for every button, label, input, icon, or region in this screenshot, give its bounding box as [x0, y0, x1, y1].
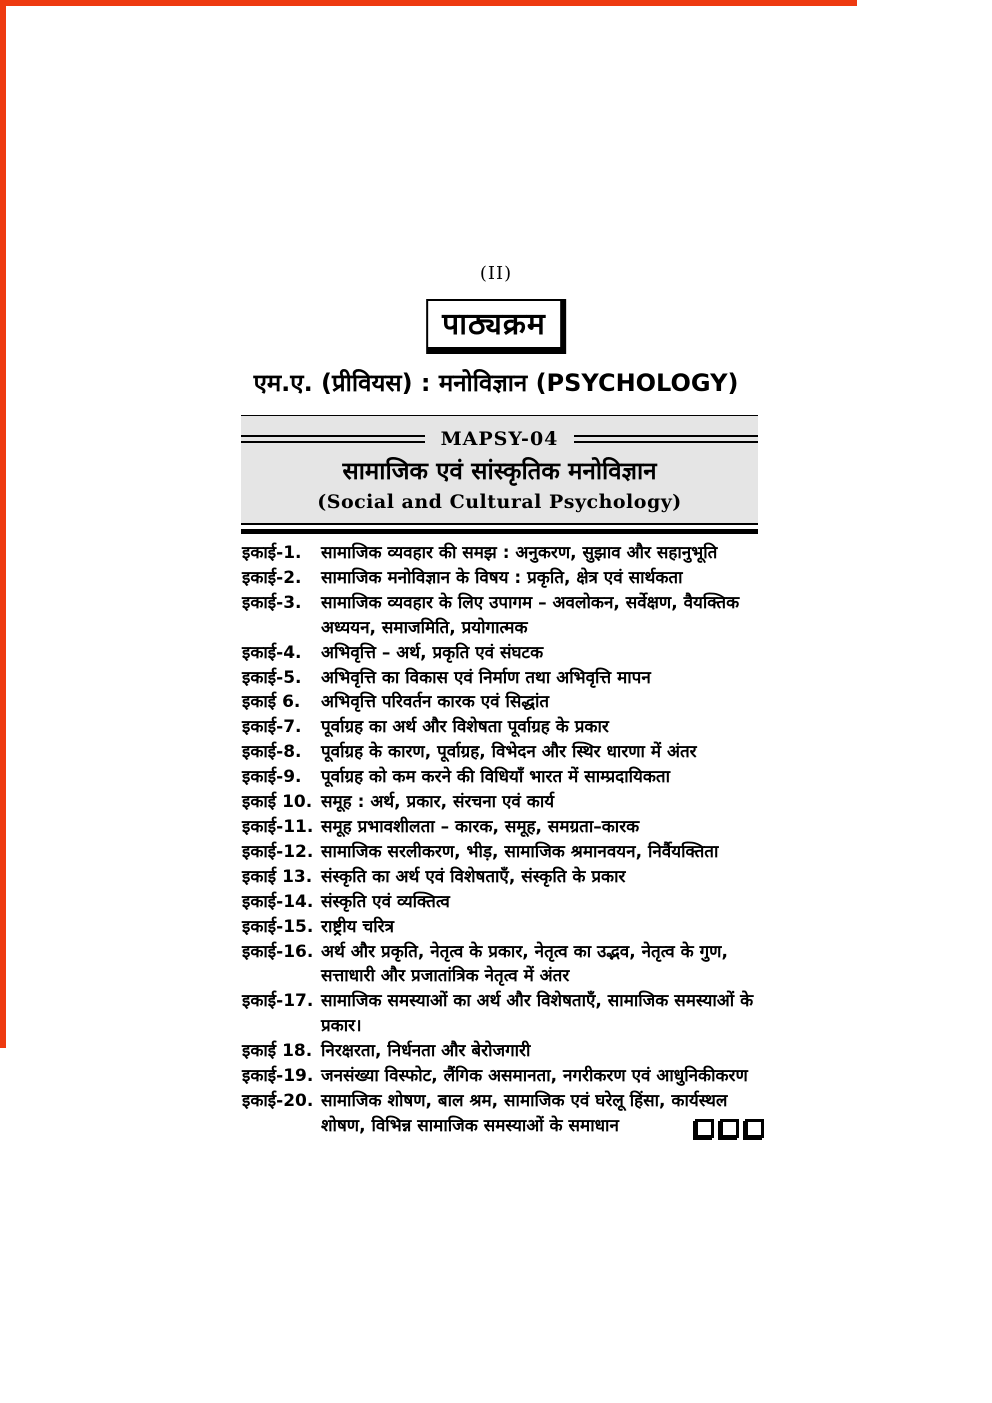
- scan-edge-top: [0, 0, 857, 6]
- double-rule-right: [574, 435, 758, 443]
- unit-label: इकाई 13.: [242, 866, 313, 887]
- unit-label: इकाई-14.: [242, 891, 314, 912]
- course-heading: एम.ए. (प्रीवियस) : मनोविज्ञान (PSYCHOLOGY): [253, 369, 739, 397]
- unit-row: [242, 566, 768, 591]
- unit-row: [242, 765, 768, 790]
- unit-row: [242, 815, 768, 840]
- unit-description: सामाजिक शोषण, बाल श्रम, सामाजिक एवं घरेलू हिंसा, कार्यस्थल शोषण, विभिन्न सामाजिक समस्याओं के समाधान: [321, 1090, 728, 1136]
- paper-code: MAPSY-04: [440, 428, 559, 450]
- unit-description: निरक्षरता, निर्धनता और बेरोजगारी: [321, 1041, 531, 1062]
- unit-label: इकाई 6.: [242, 692, 301, 713]
- unit-row: [242, 1089, 768, 1139]
- paper-title-hindi: सामाजिक एवं सांस्कृतिक मनोविज्ञान: [342, 457, 657, 485]
- end-square-icon: [695, 1119, 714, 1138]
- unit-row: [242, 740, 768, 765]
- units-list: [242, 541, 768, 1139]
- unit-row: [242, 591, 768, 641]
- unit-row: [242, 641, 768, 666]
- end-square-icon: [745, 1119, 764, 1138]
- end-of-chapter-marks: [695, 1119, 764, 1138]
- double-rule-left: [241, 435, 425, 443]
- unit-description: समूह प्रभावशीलता – कारक, समूह, समग्रता–कारक: [321, 816, 640, 837]
- paper-code-row: [241, 428, 758, 450]
- unit-description: समूह : अर्थ, प्रकार, संरचना एवं कार्य: [321, 792, 555, 813]
- unit-description: सामाजिक मनोविज्ञान के विषय : प्रकृति, क्षेत्र एवं सार्थकता: [321, 567, 683, 588]
- unit-label: इकाई-20.: [242, 1090, 314, 1111]
- unit-description: राष्ट्रीय चरित्र: [321, 916, 395, 937]
- unit-description: संस्कृति का अर्थ एवं विशेषताएँ, संस्कृति के प्रकार: [321, 866, 626, 887]
- unit-label: इकाई-9.: [242, 767, 302, 788]
- unit-description: अभिवृत्ति का विकास एवं निर्माण तथा अभिवृत्ति मापन: [321, 667, 651, 688]
- syllabus-banner: [426, 299, 566, 354]
- unit-description: अर्थ और प्रकृति, नेतृत्व के प्रकार, नेतृत्व का उद्भव, नेतृत्व के गुण, सत्ताधारी और प्रजातांत्रिक नेतृत्व में अंतर: [321, 941, 728, 987]
- unit-row: [242, 865, 768, 890]
- unit-label: इकाई-5.: [242, 667, 302, 688]
- end-square-icon: [720, 1119, 739, 1138]
- unit-label: इकाई-16.: [242, 941, 314, 962]
- unit-description: पूर्वाग्रह के कारण, पूर्वाग्रह, विभेदन और स्थिर धारणा में अंतर: [321, 742, 697, 763]
- paper-title-english: (Social and Cultural Psychology): [317, 491, 682, 513]
- unit-row: [242, 715, 768, 740]
- unit-label: इकाई-3.: [242, 592, 302, 613]
- unit-label: इकाई 10.: [242, 792, 313, 813]
- unit-description: अभिवृत्ति परिवर्तन कारक एवं सिद्धांत: [321, 692, 550, 713]
- unit-label: इकाई-17.: [242, 991, 314, 1012]
- heavy-divider-rule: [241, 529, 758, 534]
- unit-label: इकाई-19.: [242, 1066, 314, 1087]
- unit-description: संस्कृति एवं व्यक्तित्व: [321, 891, 450, 912]
- unit-description: सामाजिक व्यवहार की समझ : अनुकरण, सुझाव और सहानुभूति: [321, 543, 718, 563]
- paper-box: [241, 415, 758, 525]
- unit-label: इकाई-1.: [242, 543, 302, 563]
- unit-label: इकाई-11.: [242, 816, 314, 837]
- unit-row: [242, 790, 768, 815]
- unit-label: इकाई-15.: [242, 916, 314, 937]
- unit-label: इकाई-7.: [242, 717, 302, 738]
- page-number: (II): [479, 263, 513, 284]
- unit-row: [242, 690, 768, 715]
- unit-label: इकाई-2.: [242, 567, 302, 588]
- unit-row: [242, 666, 768, 691]
- unit-row: [242, 541, 768, 566]
- scan-edge-left: [0, 0, 6, 1048]
- unit-row: [242, 1064, 768, 1089]
- unit-row: [242, 989, 768, 1039]
- unit-row: [242, 1039, 768, 1064]
- unit-description: सामाजिक व्यवहार के लिए उपागम – अवलोकन, सर्वेक्षण, वैयक्तिक अध्ययन, समाजमिति, प्रयोगात्मक: [321, 592, 740, 638]
- unit-row: [242, 915, 768, 940]
- unit-description: सामाजिक समस्याओं का अर्थ और विशेषताएँ, सामाजिक समस्याओं के प्रकार।: [321, 991, 754, 1037]
- unit-label: इकाई-4.: [242, 642, 302, 663]
- unit-description: जनसंख्या विस्फोट, लैंगिक असमानता, नगरीकरण एवं आधुनिकीकरण: [321, 1066, 748, 1087]
- unit-description: पूर्वाग्रह का अर्थ और विशेषता पूर्वाग्रह के प्रकार: [321, 717, 609, 738]
- unit-label: इकाई-8.: [242, 742, 302, 763]
- unit-row: [242, 840, 768, 865]
- unit-label: इकाई 18.: [242, 1041, 313, 1062]
- unit-description: अभिवृत्ति – अर्थ, प्रकृति एवं संघटक: [321, 642, 544, 663]
- unit-label: इकाई-12.: [242, 841, 314, 862]
- unit-row: [242, 940, 768, 990]
- syllabus-banner-label: पाठ्यक्रम: [442, 307, 546, 342]
- unit-description: सामाजिक सरलीकरण, भीड़, सामाजिक श्रमानवयन, निर्वैयक्तिता: [321, 841, 719, 862]
- unit-row: [242, 890, 768, 915]
- unit-description: पूर्वाग्रह को कम करने की विधियाँ भारत में साम्प्रदायिकता: [321, 767, 671, 788]
